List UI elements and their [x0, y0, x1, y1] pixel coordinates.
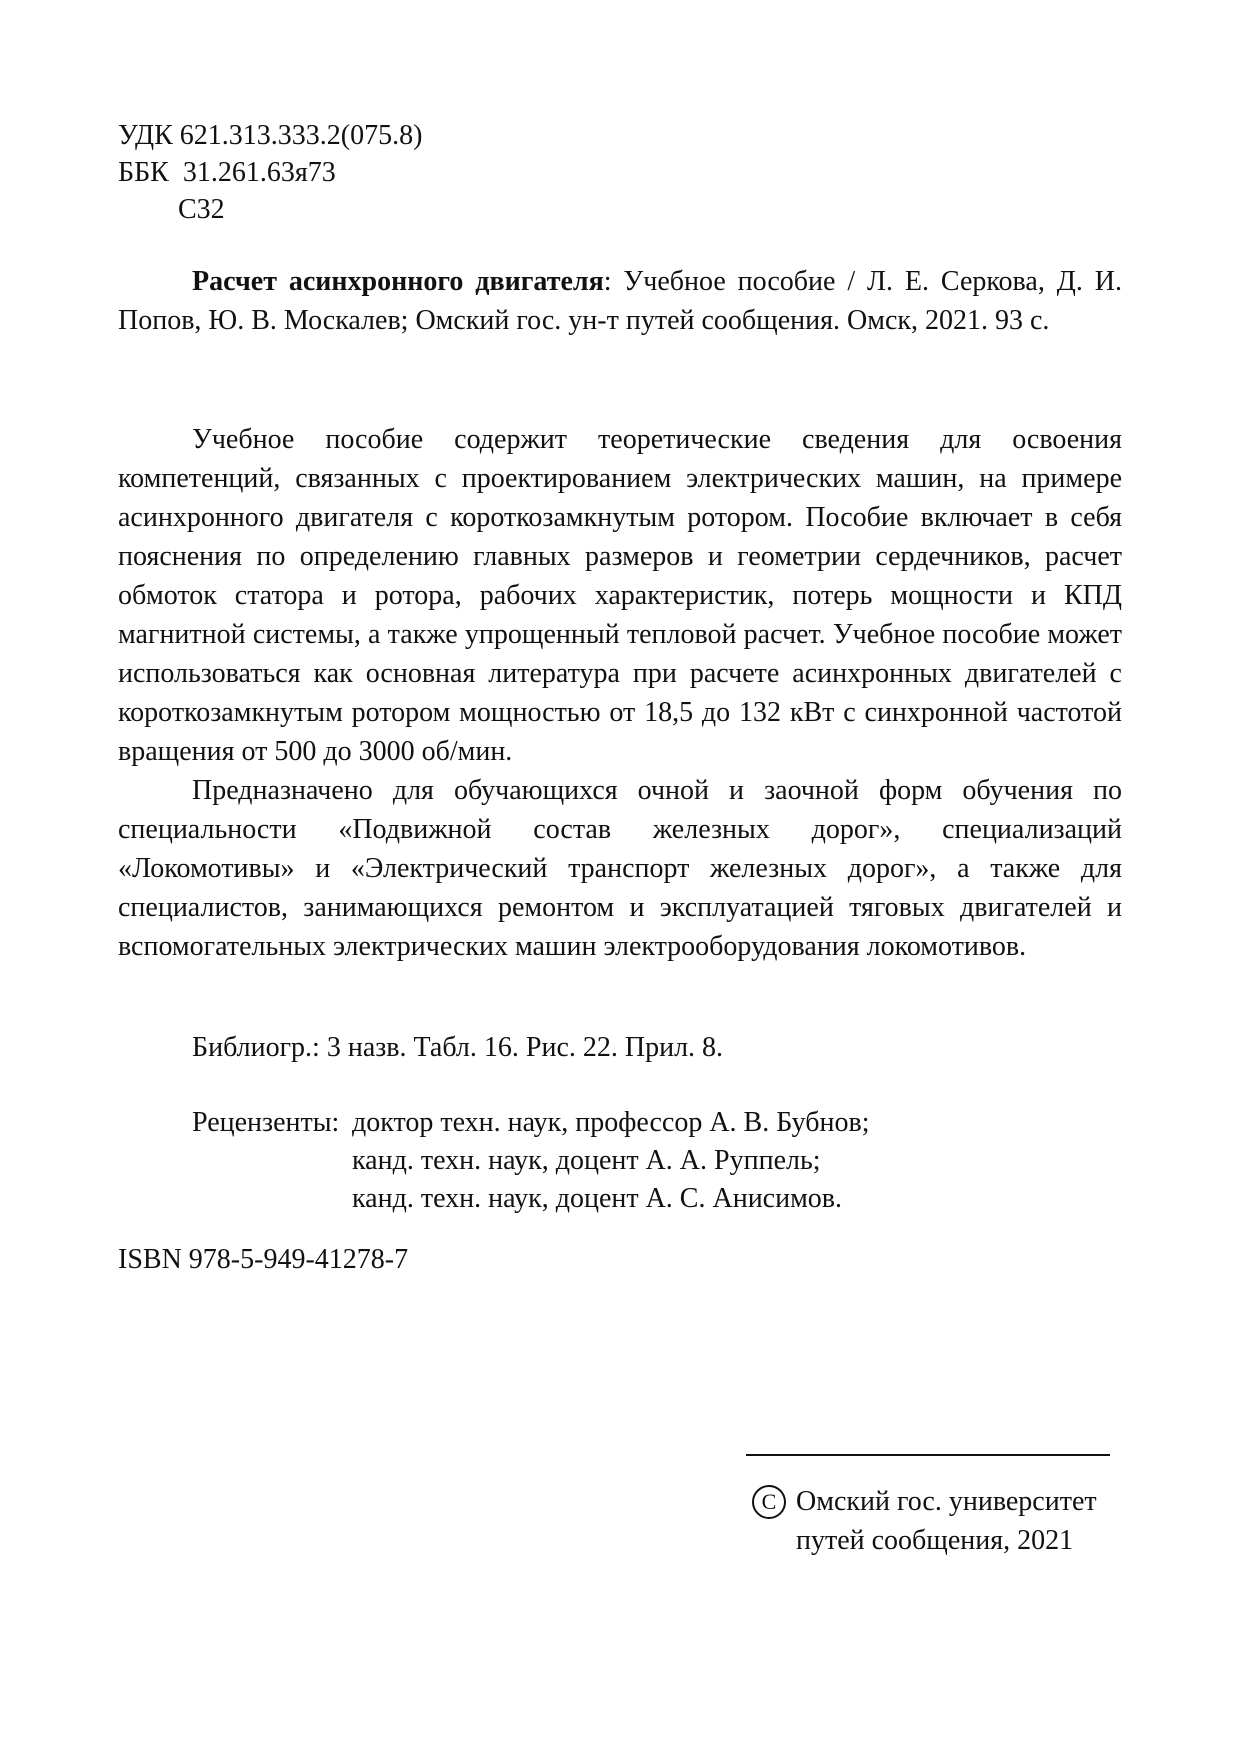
annotation-paragraph-1: Учебное пособие содержит теоретические сведения для освоения компетенций, связанных с проектированием электрических машин, на примере асинхронного двигателя с короткозамкнутым ротором. Пособие включает в себя пояснения по определению главных размеров и геометрии сердечников, расчет обмоток статора и ротора, рабочих характеристик, потерь мощности и КПД магнитной системы, а также упрощенный тепловой расчет. Учебное пособие может использоваться как основная литература при расчете асинхронных двигателей с короткозамкнутым ротором мощностью от 18,5 до 132 кВт с синхронной частотой вращения от 500 до 3000 об/мин. — [118, 424, 1122, 767]
copyright-divider — [746, 1454, 1110, 1456]
author-mark: С32 — [178, 194, 225, 225]
reviewers-list — [352, 1104, 869, 1218]
isbn: ISBN 978-5-949-41278-7 — [118, 1244, 409, 1275]
copyright-block — [752, 1482, 1097, 1560]
classification-codes — [118, 117, 422, 228]
reviewers-label: Рецензенты: — [192, 1107, 340, 1138]
annotation-paragraph-2: Предназначено для обучающихся очной и заочной форм обучения по специальности «Подвижной состав железных дорог», специализаций «Локомотивы» и «Электрический транспорт железных дорог», а также для специалистов, занимающихся ремонтом и эксплуатацией тяговых двигателей и вспомогательных электрических машин электрооборудования локомотивов. — [118, 775, 1122, 962]
reviewers-row — [192, 1104, 869, 1218]
reviewer-3: канд. техн. наук, доцент А. С. Анисимов. — [352, 1183, 843, 1214]
reviewers — [192, 1104, 869, 1218]
bibliographic-paragraph — [118, 262, 1122, 340]
copyright-line-1 — [752, 1482, 1097, 1521]
annotation — [118, 420, 1122, 966]
bibliographic-responsibility: : Учебное пособие / Л. Е. Серкова, — [603, 266, 1045, 297]
copyright-icon: C — [752, 1485, 786, 1519]
reviewer-1: доктор техн. наук, профессор А. В. Бубнов; — [352, 1107, 870, 1138]
bibliography-stats: Библиогр.: 3 назв. Табл. 16. Рис. 22. Прил. 8. — [192, 1032, 724, 1063]
reviewer-2: канд. техн. наук, доцент А. А. Руппель; — [352, 1145, 821, 1176]
bibliographic-publication: Д. И. Попов, Ю. В. Москалев; Омский гос. ун-т путей сообщения. Омск, 2021. 93 с. — [118, 266, 1122, 336]
udk-code: УДК 621.313.333.2(075.8) — [118, 120, 423, 151]
copyright-holder: Омский гос. университет — [796, 1486, 1097, 1517]
bibliographic-description — [118, 262, 1122, 340]
bbk-code: ББК 31.261.63я73 — [118, 157, 336, 188]
copyright-line-2: путей сообщения, 2021 — [796, 1525, 1074, 1556]
book-title: Расчет асинхронного двигателя — [192, 266, 604, 297]
